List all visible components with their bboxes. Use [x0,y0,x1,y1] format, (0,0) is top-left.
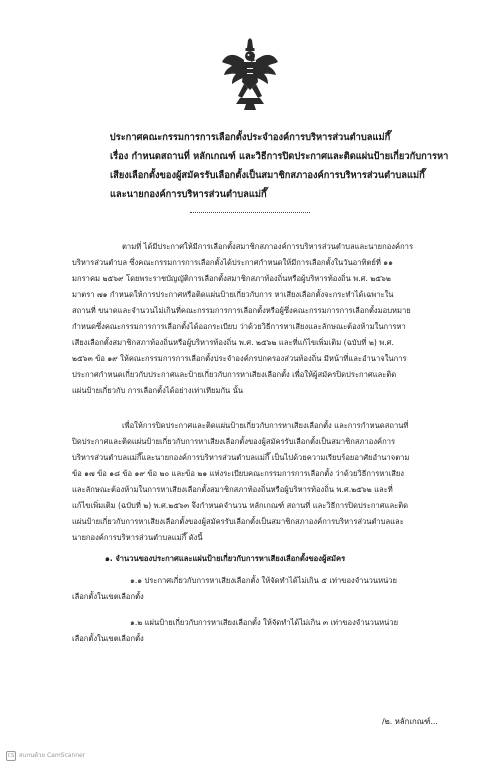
paragraph-2-line: เพื่อให้การปิดประกาศและติดแผ่นป้ายเกี่ยวกับการหาเสียงเลือกตั้ง และการกำหนดสถานที่ [122,421,409,430]
scanner-watermark-text: สแกนด้วย CamScanner [19,752,86,759]
paragraph-1-line: มกราคม ๒๕๖๙ โดยพระราชบัญญัติการเลือกตั้งสมาชิกสภาท้องถิ่นหรือผู้บริหารท้องถิ่น พ.ศ. ๒๕๖๒ [72,274,391,283]
continuation-note: /๒. หลักเกณฑ์... [382,717,438,726]
section-1-heading: ๑. จำนวนของประกาศและแผ่นป้ายเกี่ยวกับการหาเสียงเลือกตั้งของผู้สมัคร [105,554,346,563]
paragraph-2-line: นายกองค์การบริหารส่วนตำบลแม่กึ๊ ดังนี้ [72,533,203,542]
paragraph-2-line: แผ่นป้ายเกี่ยวกับการหาเสียงเลือกตั้งของผู้สมัครรับเลือกตั้งเป็นสมาชิกสภาองค์การบริหารส่วนตำบลและ [72,517,404,526]
paragraph-2-line: และลักษณะต้องห้ามในการหาเสียงเลือกตั้งสมาชิกสภาท้องถิ่นหรือผู้บริหารท้องถิ่น พ.ศ.๒๕๖๒ และที่ [72,485,393,494]
paragraph-1-line: มาตรา ๗๑ กำหนดให้การประกาศหรือติดแผ่นป้ายเกี่ยวกับการ หาเสียงเลือกตั้งจะกระทำได้เฉพาะใน [72,290,394,299]
paragraph-1-line: ประกาศกำหนดเกี่ยวกับประกาศและป้ายเกี่ยวกับการหาเสียงเลือกตั้ง เพื่อให้ผู้สมัครปิดประกาศและติด [72,370,397,379]
paragraph-1-line: เสียงเลือกตั้งสมาชิกสภาท้องถิ่นหรือผู้บริหารท้องถิ่น พ.ศ. ๒๕๖๒ และที่แก้ไขเพิ่มเติม (ฉบับที่ ๒) พ.ศ. [72,338,394,347]
camscanner-icon: CS [7,752,15,759]
subject-line: เรื่อง กำหนดสถานที่ หลักเกณฑ์ และวิธีการปิดประกาศและติดแผ่นป้ายเกี่ยวกับการหา [110,151,449,162]
paragraph-1-line: สถานที่ ขนาดและจำนวนไม่เกินที่คณะกรรมการการเลือกตั้งหรือผู้ซึ่งคณะกรรมการการเลือกตั้งมอบหมาย [72,306,411,315]
subject-line-continued: เสียงเลือกตั้งของผู้สมัครรับเลือกตั้งเป็นสมาชิกสภาองค์การบริหารส่วนตำบลแม่กึ๊ [110,170,425,181]
paragraph-1-line: ๒๕๖๓ ข้อ ๑๙ ให้คณะกรรมการการเลือกตั้งประจำองค์กรปกครองส่วนท้องถิ่น มีหน้าที่และอำนาจในการ [72,354,407,363]
paragraph-2-line: แก้ไขเพิ่มเติม (ฉบับที่ ๒) พ.ศ.๒๕๖๓ จึงกำหนดจำนวน หลักเกณฑ์ สถานที่ และวิธีการปิดประกาศและติด [72,501,409,510]
item-1-2-line: เลือกตั้งในเขตเลือกตั้ง [72,634,144,643]
title-separator [190,212,310,213]
subject-line-end: และนายกองค์การบริหารส่วนตำบลแม่กึ๊ [110,189,267,200]
item-1-1-line: ๑.๑ ประกาศเกี่ยวกับการหาเสียงเลือกตั้ง ให้จัดทำได้ไม่เกิน ๕ เท่าของจำนวนหน่วย [130,576,398,585]
paragraph-1-line: แผ่นป้ายเกี่ยวกับ การเลือกตั้งได้อย่างเท่าเทียมกัน นั้น [72,386,244,395]
paragraph-2-line: ข้อ ๑๗ ข้อ ๑๘ ข้อ ๑๙ ข้อ ๒๐ และข้อ ๒๑ แห่งระเบียบคณะกรรมการการเลือกตั้ง ว่าด้วยวิธีการหาเสียง [72,469,405,478]
paragraph-2-line: ปิดประกาศและติดแผ่นป้ายเกี่ยวกับการหาเสียงเลือกตั้งของผู้สมัครรับเลือกตั้งเป็นสมาชิกสภาองค์การ [72,437,396,446]
paragraph-1-line: ตามที่ ได้มีประกาศให้มีการเลือกตั้งสมาชิกสภาองค์การบริหารส่วนตำบลและนายกองค์การ [122,242,414,251]
paragraph-1-line: กำหนดซึ่งคณะกรรมการการเลือกตั้งได้ออกระเบียบ ว่าด้วยวิธีการหาเสียงและลักษณะต้องห้ามในการหา [72,322,406,331]
paragraph-2-line: บริหารส่วนตำบลแม่กึ๊และนายกองค์การบริหารส่วนตำบลแม่กึ๊ เป็นไปด้วยความเรียบร้อยอาศัยอำนาจตาม [72,453,410,462]
item-1-1-line: เลือกตั้งในเขตเลือกตั้ง [72,592,144,601]
announcement-title: ประกาศคณะกรรมการการเลือกตั้งประจำองค์การบริหารส่วนตำบลแม่กึ๊ [109,132,391,143]
garuda-emblem-icon [220,38,280,116]
paragraph-1-line: บริหารส่วนตำบล ซึ่งคณะกรรมการการเลือกตั้งได้ประกาศกำหนดให้มีการเลือกตั้งในวันอาทิตย์ที่ ๑๑ [72,258,393,267]
item-1-2-line: ๑.๒ แผ่นป้ายเกี่ยวกับการหาเสียงเลือกตั้ง ให้จัดทำได้ไม่เกิน ๓ เท่าของจำนวนหน่วย [130,618,399,627]
scanner-watermark [6,750,85,761]
